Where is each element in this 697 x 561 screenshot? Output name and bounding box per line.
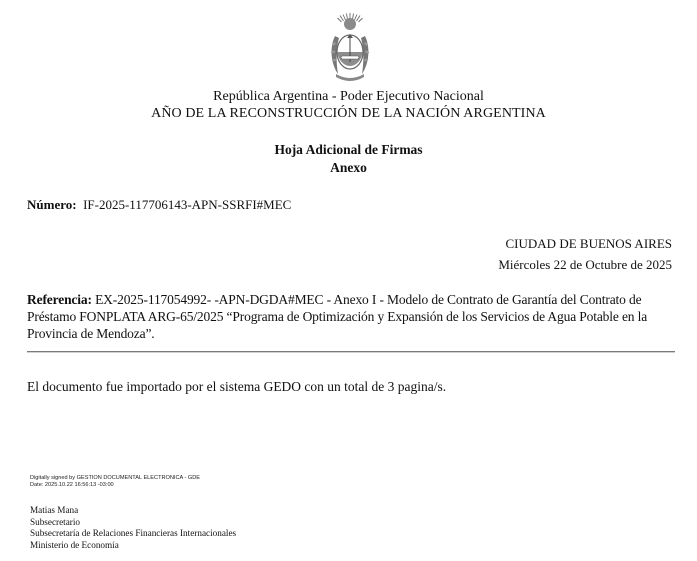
signer-ministry: Ministerio de Economía — [30, 539, 119, 550]
digital-signature-signed-by: Digitally signed by GESTION DOCUMENTAL ELECTRONICA - GDE — [30, 475, 201, 481]
referencia-label: Referencia: — [27, 292, 92, 307]
referencia-block — [27, 291, 675, 342]
coat-of-arms-icon — [327, 12, 373, 86]
signer-name: Matias Mana — [30, 505, 79, 515]
document-number — [27, 197, 291, 213]
document-subtitle: Anexo — [330, 160, 367, 175]
signer-office: Subsecretaría de Relaciones Financieras Internacionales — [30, 528, 237, 538]
digital-signature-stamp — [30, 475, 200, 488]
document-number-label: Número: — [27, 197, 77, 212]
header-line-republica: República Argentina - Poder Ejecutivo Nacional — [213, 89, 484, 104]
document-title: Hoja Adicional de Firmas — [274, 142, 423, 157]
document-place: CIUDAD DE BUENOS AIRES — [505, 236, 672, 251]
signer-block — [30, 505, 236, 551]
digital-signature-date: Date: 2025.10.22 16:56:13 -03:00 — [30, 481, 114, 488]
import-notice: El documento fue importado por el sistema GEDO con un total de 3 pagina/s. — [27, 379, 447, 394]
section-divider — [27, 351, 675, 353]
referencia-text: EX-2025-117054992- -APN-DGDA#MEC - Anexo I - Modelo de Contrato de Garantía del Contrato de Préstamo FONPLATA ARG-65/2025 “Programa de Optimización y Expansión de los Servicios de Agua Potable en la Provincia de Mendoza”. — [27, 292, 648, 341]
signer-position: Subsecretario — [30, 516, 81, 527]
document-date: Miércoles 22 de Octubre de 2025 — [498, 257, 672, 272]
document-number-value: IF-2025-117706143-APN-SSRFI#MEC — [83, 197, 292, 212]
header-line-year-motto: AÑO DE LA RECONSTRUCCIÓN DE LA NACIÓN ARGENTINA — [151, 106, 546, 121]
